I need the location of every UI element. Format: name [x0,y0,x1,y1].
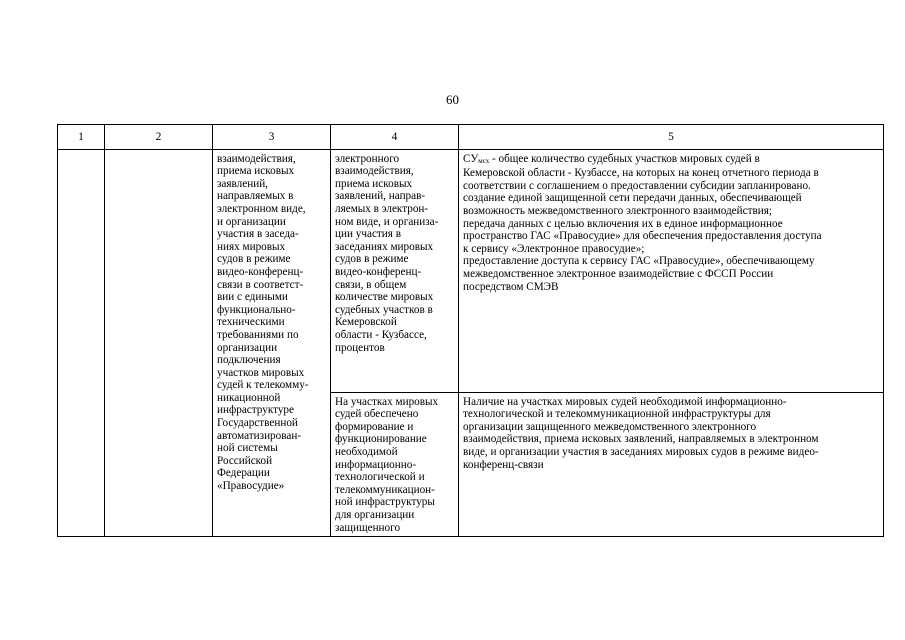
cell-row1-col4: электронного взаимодействия, приема исковых заявлений, направ- ляемых в электрон- ном виде, и организа- ции участия в заседаниях мировых судов в режиме видео-конференц- связи, в общем количестве мировых судебных участков в Кемеровской области - Кузбассе, процентов [331,149,459,392]
header-cell-4: 4 [331,125,459,150]
page-number: 60 [446,92,459,107]
row1-col5-line: соответствии с соглашением о предоставлении субсидии запланировано. [463,179,811,192]
header-cell-1: 1 [58,125,105,150]
row1-col5-line: передача данных с целью включения их в единое информационное [463,217,783,230]
table-row [58,149,884,392]
su-prefix: СУ [463,152,479,165]
row1-col5-line: Кемеровской области - Кузбассе, на которых на конец отчетного периода в [463,167,819,180]
row1-col5-line: пространство ГАС «Правосудие» для обеспечения предоставления доступа [463,230,822,243]
row1-col5-line: к сервису «Электронное правосудие»; [463,242,645,255]
cell-row1-col5 [459,149,884,392]
row1-col5-line: межведомственное электронное взаимодействие с ФССП России [463,267,774,280]
row1-col5-line: посредством СМЭВ [463,280,559,293]
header-cell-2: 2 [105,125,213,150]
header-cell-5: 5 [459,125,884,150]
row1-col5-line: предоставление доступа к сервису ГАС «Правосудие», обеспечивающему [463,255,815,268]
cell-col1 [58,149,105,537]
row1-col5-line: возможность межведомственного электронного взаимодействия; [463,204,773,217]
cell-col3-text: взаимодействия, приема исковых заявлений, направляемых в электронном виде, и организации участия в заседа- ниях мировых судов в режиме видео-конференц- связи в соответст- вии с едиными функционально- техническими требованиями по организации подключения участков мировых судей к телекомму- никационной инфраструктуре Государственной автоматизирован- ной системы Российской Федерации «Правосудие» [213,149,331,537]
row1-col5-line: создание единой защищенной сети передачи данных, обеспечивающей [463,192,802,205]
cell-col2 [105,149,213,537]
su-subscript: мсх [478,156,490,165]
document-table [57,124,884,537]
row1-col5-line-0-text: - общее количество судебных участков мировых судей в [489,152,760,165]
cell-row2-col4: На участках мировых судей обеспечено формирование и функционирование необходимой информационно- технологической и телекоммуникацион- ной инфраструктуры для организации защищенного [331,392,459,537]
header-cell-3: 3 [213,125,331,150]
table-header-row [58,125,884,150]
cell-row2-col5: Наличие на участках мировых судей необходимой информационно- технологической и телекоммуникационной инфраструктуры для организации защищенного межведомственного электронного взаимодействия, приема исковых заявлений, направляемых в электронном виде, и организации участия в заседаниях мировых судов в режиме видео- конференц-связи [459,392,884,537]
row1-col5-line-0 [463,153,879,168]
